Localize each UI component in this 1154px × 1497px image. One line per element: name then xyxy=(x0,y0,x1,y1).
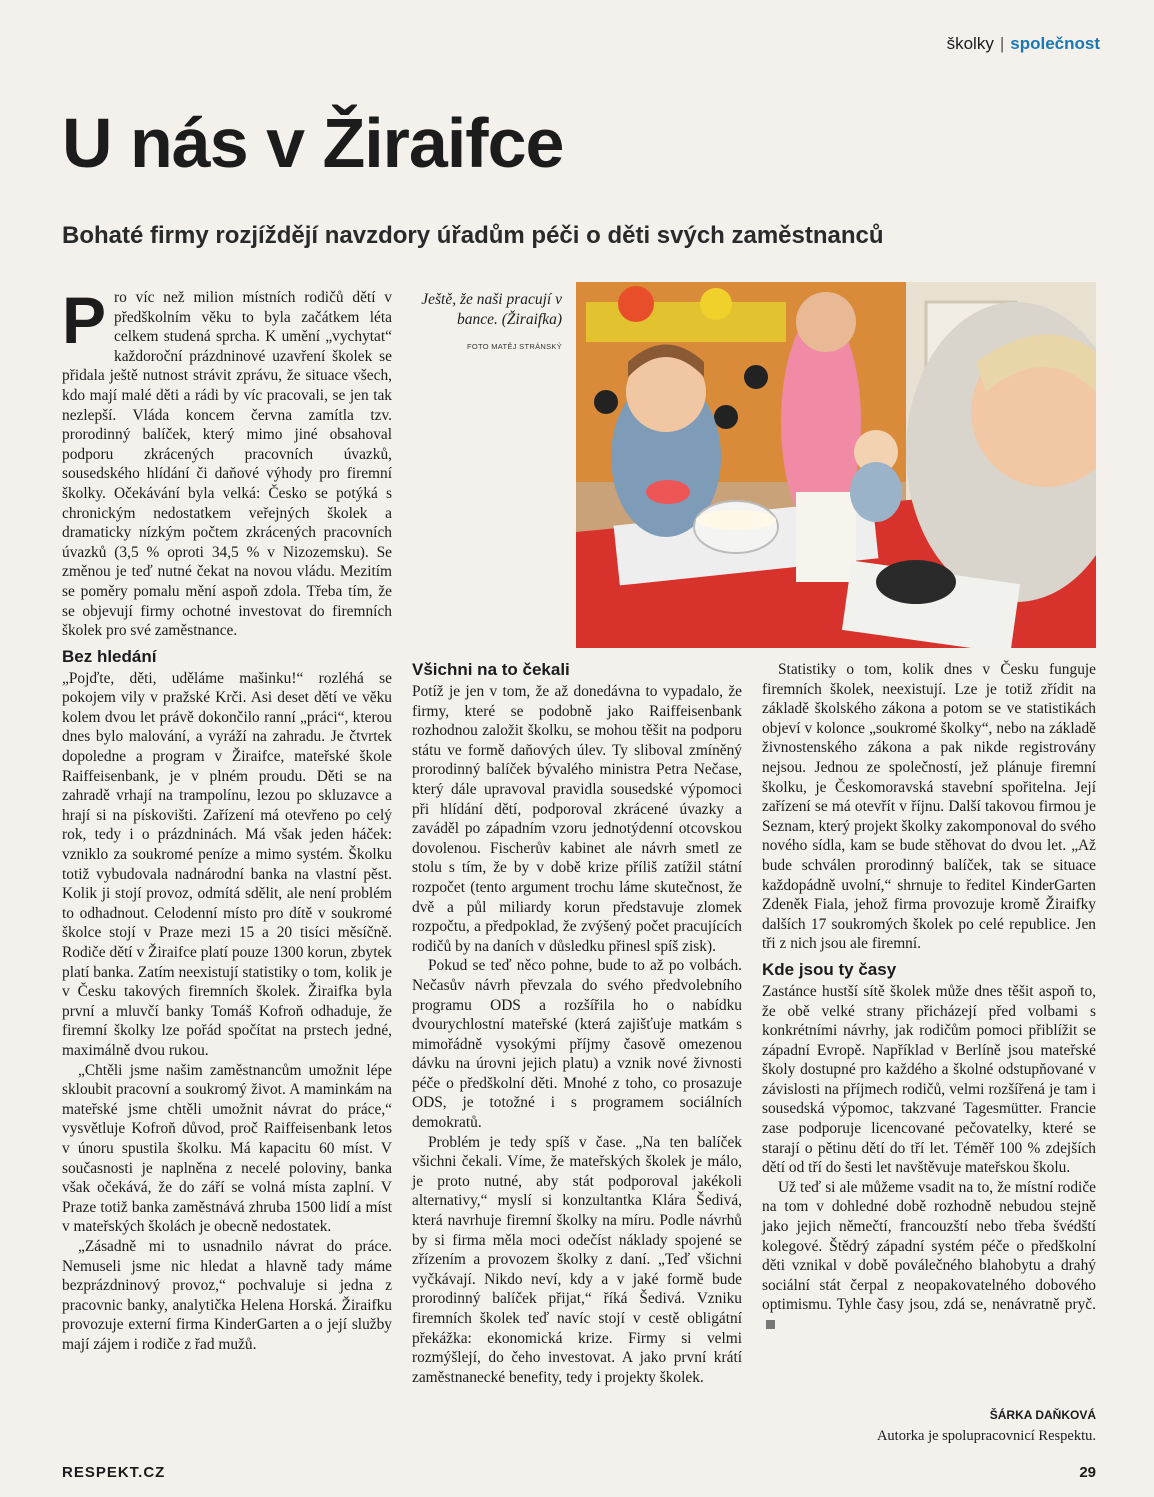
paragraph-5: Pokud se teď něco pohne, bude to až po volbách. Nečasův návrh převzala do svého předvolebního programu ODS a rozšířila ho o nabídku dvourychlostní mateřské (která zajišťuje matkám s mimořádně vysokými příjmy časově omezenou dávku na úrovni jejich platu) a vznik nové živnosti péče o předškolní děti. Mnohé z toho, co prosazuje ODS, je totožné i s programem sociálních demokratů. xyxy=(412,957,742,1132)
article-title: U nás v Žiraifce xyxy=(62,104,564,182)
section-topic: společnost xyxy=(1010,34,1100,53)
caption-text: Ještě, že naši pracují v bance. (Žiraifka) xyxy=(421,291,562,328)
section-separator: | xyxy=(999,34,1005,53)
author-byline: ŠÁRKA DAŇKOVÁ xyxy=(989,1408,1096,1422)
article-column-3 xyxy=(762,660,1096,1450)
end-mark-icon xyxy=(766,1320,775,1329)
article-subtitle: Bohaté firmy rozjíždějí navzdory úřadům péči o děti svých zaměstnanců xyxy=(62,222,884,249)
article-column-2 xyxy=(412,660,742,1450)
photo-credit: FOTO MATĚJ STRÁNSKÝ xyxy=(466,342,562,351)
article-photo xyxy=(576,282,1096,648)
article-column-1 xyxy=(62,283,392,1448)
paragraph-7: Statistiky o tom, kolik dnes v Česku funguje firemních školek, neexistují. Lze je totiž zřídit na základě školského zákona a potom se ve statistikách objeví v kolonce „soukromé školky“, nebo na základě živnostenského zákona a pak nikde registrovány nejsou. Jednou ze společností, jež plánuje firemní školku, je Českomoravská stavební spořitelna. Její zařízení se má otevřít v říjnu. Další takovou firmou je Seznam, který projekt školky zakomponoval do svého nového sídla, kam se bude stěhovat do dvou let. „Až bude schválen prorodinný balíček, tak se situace každopádně uvolní,“ shrnuje to ředitel KinderGarten Zdeněk Fiala, jehož firma provozuje kromě Žiraifky dalších 17 soukromých školek po celé republice. Jen tři z nich jsou ale firemní. xyxy=(762,661,1096,953)
subheading-vsichni-na-to-cekali: Všichni na to čekali xyxy=(412,660,570,679)
drop-cap: P xyxy=(62,283,107,357)
author-note: Autorka je spolupracovnicí Respektu. xyxy=(876,1428,1096,1444)
paragraph-4: Potíž je jen v tom, že až donedávna to vypadalo, že firmy, které se podobně jako Raiffeisenbank rozhodnou založit školku, se mohou těšit na podporu státu ve formě daňových úlev. Ty sliboval zmíněný prorodinný balíček bývalého ministra Petra Nečase, který dále upravoval pravidla sousedské výpomoci při hlídání dětí, podporoval zkrácené úvazky a zaváděl po západním vzoru jednotýdenní otcovskou dovolenou. Fischerův kabinet ale návrh smetl ze stolu s tím, že by v době krize příliš zatížil státní rozpočet (tento argument trochu láme skutečnost, že dvě a půl miliardy korun představuje zlomek rozpočtu, a předpoklad, že zvýšený počet pracujících rodičů by na daních v důsledku přinesl spíš zisk). xyxy=(412,683,742,955)
paragraph-2: „Chtěli jsme našim zaměstnancům umožnit lépe skloubit pracovní a soukromý život. A maminkám na mateřské jsme chtěli umožnit návrat do práce,“ vysvětluje Kofroň důvod, proč Raiffeisenbank letos v únoru spustila školku. Má kapacitu 60 míst. V současnosti je naplněna z necelé poloviny, banka však očekává, že do září se volná místa zaplní. V Praze totiž banka zaměstnává zhruba 1500 lidí a míst v mateřských školách je obecně nedostatek. xyxy=(62,1061,392,1236)
photo-caption xyxy=(418,290,562,357)
paragraph-1: „Pojďte, děti, uděláme mašinku!“ rozléhá se pokojem vily v pražské Krči. Asi deset dětí ve věku kolem dvou let právě dokončilo ranní „práci“, kterou dnes bylo malování, a vyráží na zahradu. Je čtvrtek dopoledne a program v Žiraifce, mateřské škole Raiffeisenbank, je v plném proudu. Děti se na zahradě vrhají na trampolínu, lezou po skluzavce a hrají si na pískovišti. Zařízení má otevřeno po celý rok, tedy i o prázdninách. Má však jeden háček: vzniklo za soukromé peníze a mimo systém. Školku totiž vybudovala nadnárodní banka na vlastní pěst. Kolik ji stojí provoz, odmítá sdělit, ale není problém to odhadnout. Celodenní místo pro dítě v soukromé školce stojí v Praze mezi 15 a 20 tisíci měsíčně. Rodiče dětí v Žiraifce platí pouze 1300 korun, zbytek platí banka. Zatím neexistují statistiky o tom, kolik je v Česku takových firemních školek. Žiraifka byla první a mluvčí banky Tomáš Kofroň odhaduje, že firemní školky lze pořád spočítat na prstech jedné, maximálně dvou rukou. xyxy=(62,669,392,1059)
paragraph-6: Problém je tedy spíš v čase. „Na ten balíček všichni čekali. Víme, že mateřských školek je málo, je proto nutné, aby stát podporoval jakékoli alternativy,“ myslí si konzultantka Klára Šedivá, která navrhuje firemní školky na míru. Podle návrhů by si firma měla moci odečíst náklady spojené se zřízením a provozem školky z daní. „Teď všichni vyčkávají. Nikdo neví, kdy a v jaké formě bude prorodinný balíček přijat,“ říká Šedivá. Vzniku firemních školek teď navíc stojí v cestě obligátní překážka: ekonomická krize. Firmy si velmi rozmýšlejí, do čeho investovat. A jako první krátí zaměstnanecké benefity, tedy i projekty školek. xyxy=(412,1133,742,1386)
intro-paragraph xyxy=(62,283,392,641)
paragraph-9 xyxy=(762,1178,1096,1335)
subheading-bez-hledani: Bez hledání xyxy=(62,646,157,666)
publication-footer: RESPEKT.CZ xyxy=(62,1464,166,1481)
paragraph-9-text: Už teď si ale můžeme vsadit na to, že místní rodiče na tom v dohledné době rozhodně nebudou stejně jako jejich němečtí, francouzští nebo třeba švédští kolegové. Štědrý západní systém péče o předškolní děti vznikal v době poválečného blahobytu a drahý sociální stát čerpal z neopakovatelného dobového optimismu. Tyhle časy jsou, zdá se, nenávratně pryč. xyxy=(762,1178,1096,1314)
subheading-kde-jsou-ty-casy: Kde jsou ty časy xyxy=(762,959,897,979)
paragraph-3: „Zásadně mi to usnadnilo návrat do práce. Nemuseli jsme nic hledat a hlavně tady máme bezprázdninový provoz,“ pochvaluje si jedna z pracovnic banky, analytička Helena Horská. Žiraifku provozuje externí firma KinderGarten a o její služby mají zájem i rodiče z řad mužů. xyxy=(62,1237,392,1353)
page-number: 29 xyxy=(1079,1464,1096,1481)
paragraph-8: Zastánce hustší sítě školek může dnes těšit aspoň to, že obě velké strany přicházejí před volbami s konkrétními návrhy, jak rodičům pomoci přiblížit se západní Evropě. Například v Berlíně jsou mateřské školy dostupné pro každého a školné odstupňované v závislosti na příjmech rodičů, velmi rozšířená je tam i sousedská výpomoc, takzvané Tagesmütter. Francie zase podporuje licencované pečovatelky, které se starají o pětinu dětí do tří let. Téměř 100 % zdejších dětí od tří do šesti let navštěvuje mateřskou školu. xyxy=(762,982,1096,1177)
intro-text: ro víc než milion místních rodičů dětí v předškolním věku to byla začátkem léta celkem studená sprcha. K umění „vychytat“ každoroční prázdninové uzavření školek se přidala ještě nutnost strávit zprávu, že situace všech, kdo mají malé děti a rádi by víc pracovali, se jen tak nezlepší. Vláda koncem června zamítla tzv. prorodinný balíček, který mimo jiné obsahoval podporu zkrácených pracovních úvazků, sousedského hlídání či daňové výhody pro firemní školky. Očekávání byla velká: Česko se potýká s chronickým nedostatkem veřejných školek a dramaticky nízkým počtem zkrácených pracovních úvazků (3,5 % oproti 34,5 % v Nizozemsku). Se změnou je teď nutné čekat na novou vládu. Mezitím se poměry pomalu mění aspoň zdola. Třeba tím, že se objevují firmy ochotné investovat do firemních školek pro své zaměstnance. xyxy=(62,289,392,640)
section-category: školky xyxy=(946,34,994,53)
section-tag xyxy=(947,34,1100,54)
